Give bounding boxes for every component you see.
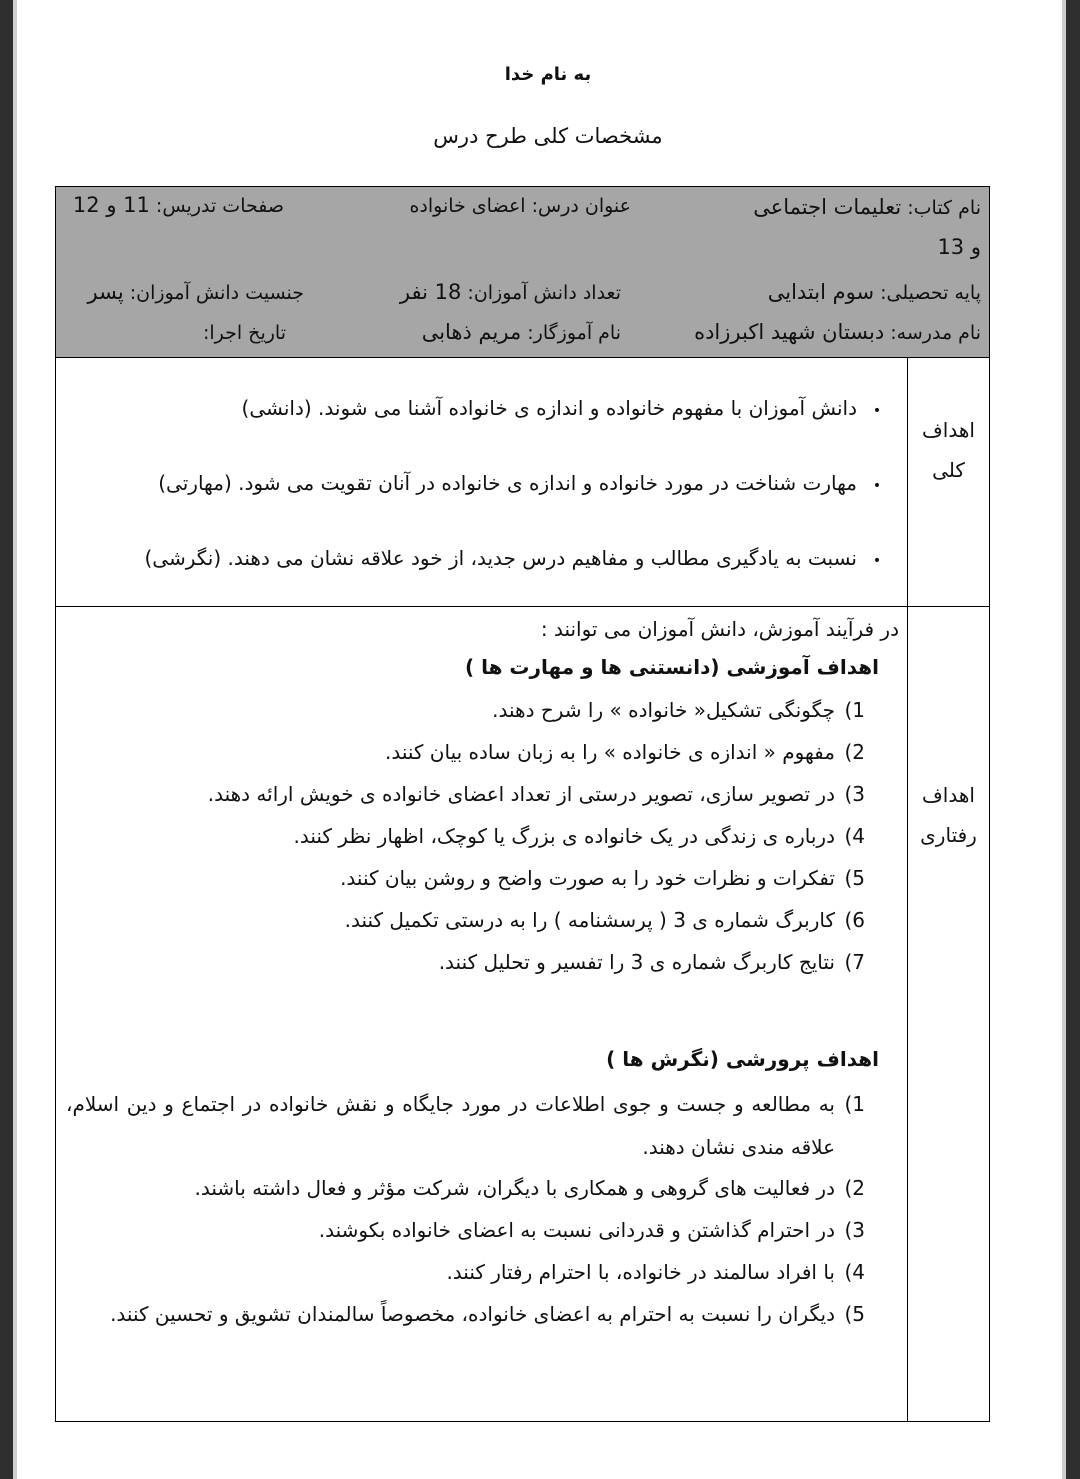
document-title: مشخصات کلی طرح درس [433, 124, 663, 148]
school-field [694, 320, 981, 344]
behavioral-goals-content [56, 607, 907, 1421]
educational-goal-item: 2) مفهوم « اندازه ی خانواده » را به زبان ساده بیان کنند. [384, 740, 865, 764]
general-goals-row [56, 358, 989, 607]
general-goal-item: •نسبت به یادگیری مطالب و مفاهیم درس جدید، از خود علاقه نشان می دهند. (نگرشی) [144, 546, 897, 570]
educational-goal-item: 7) نتایج کاربرگ شماره ی 3 را تفسیر و تحلیل کنند. [438, 950, 865, 974]
general-goals-label: اهداف کلی [907, 358, 989, 606]
grade-field [768, 280, 981, 304]
students-gender-value: پسر [87, 280, 124, 304]
nurturing-goal-item: 5) دیگران را نسبت به احترام به اعضای خانواده، مخصوصاً سالمندان تشویق و تحسین کنند. [110, 1302, 865, 1326]
pages-field [73, 193, 284, 217]
page-edge-right [1062, 0, 1066, 1479]
nurturing-goals-heading: اهداف پرورشی (نگرش ها ) [606, 1047, 879, 1071]
general-goal-item: •دانش آموزان با مفهوم خانواده و اندازه ی خانواده آشنا می شوند. (دانشی) [242, 396, 897, 420]
lesson-title-label: عنوان درس: [531, 195, 631, 217]
school-label: نام مدرسه: [890, 322, 981, 344]
students-gender-label: جنسیت دانش آموزان: [129, 282, 304, 304]
students-count-label: تعداد دانش آموزان: [467, 282, 621, 304]
nurturing-goal-item: 3) در احترام گذاشتن و قدردانی نسبت به اعضای خانواده بکوشند. [318, 1218, 865, 1242]
general-goals-content [56, 358, 907, 606]
educational-goal-item: 4) درباره ی زندگی در یک خانواده ی بزرگ یا کوچک، اظهار نظر کنند. [293, 824, 865, 848]
lesson-info-header [56, 187, 989, 358]
teacher-value: مریم ذهابی [421, 320, 522, 344]
educational-goal-item: 1) چگونگی تشکیل« خانواده » را شرح دهند. [492, 698, 865, 722]
nurturing-goal-item: 4) با افراد سالمند در خانواده، با احترام رفتار کنند. [446, 1260, 865, 1284]
students-count-field [400, 280, 621, 304]
behavioral-goals-intro: در فرآیند آموزش، دانش آموزان می توانند : [540, 617, 899, 641]
date-label: تاریخ اجرا: [202, 322, 286, 344]
date-field [203, 320, 286, 344]
lesson-plan-table [55, 186, 990, 1422]
grade-label: پایه تحصیلی: [880, 282, 981, 304]
basmala-heading: به نام خدا [504, 64, 592, 85]
bullet-icon: • [872, 553, 882, 569]
nurturing-goal-item: 1) به مطالعه و جست و جوی اطلاعات در مورد جایگاه و نقش خانواده در اجتماع و دین اسلام، علاقه مندی نشان دهند. [66, 1092, 865, 1159]
book-field [753, 195, 981, 219]
school-value: دبستان شهید اکبرزاده [694, 320, 885, 344]
educational-goal-item: 6) کاربرگ شماره ی 3 ( پرسشنامه ) را به درستی تکمیل کنند. [344, 908, 865, 932]
nurturing-goal-item: 2) در فعالیت های گروهی و همکاری با دیگران، شرکت مؤثر و فعال داشته باشند. [194, 1176, 865, 1200]
teacher-label: نام آموزگار: [527, 322, 621, 344]
lesson-title-value: اعضای خانواده [409, 195, 526, 217]
pages-value: 11 و 12 [72, 193, 150, 217]
educational-goals-heading: اهداف آموزشی (دانستنی ها و مهارت ها ) [464, 655, 879, 679]
pages-label: صفحات تدریس: [155, 195, 284, 217]
book-value: تعلیمات اجتماعی [753, 195, 902, 219]
educational-goal-item: 3) در تصویر سازی، تصویر درستی از تعداد اعضای خانواده ی خویش ارائه دهند. [207, 782, 865, 806]
pages-value-continued: و 13 [937, 235, 981, 259]
behavioral-goals-label: اهداف رفتاری [907, 607, 989, 1421]
grade-value: سوم ابتدایی [767, 280, 875, 304]
bullet-icon: • [872, 403, 882, 419]
behavioral-goals-row [56, 607, 989, 1421]
educational-goal-item: 5) تفکرات و نظرات خود را به صورت واضح و روشن بیان کنند. [340, 866, 865, 890]
book-label: نام کتاب: [907, 197, 981, 219]
students-gender-field [88, 280, 304, 304]
general-goal-item: •مهارت شناخت در مورد خانواده و اندازه ی خانواده در آنان تقویت می شود. (مهارتی) [158, 471, 897, 495]
teacher-field [422, 320, 621, 344]
lesson-title-field [409, 195, 631, 217]
students-count-value: 18 نفر [399, 280, 462, 304]
pages-continued [937, 235, 981, 259]
bullet-icon: • [872, 478, 882, 494]
